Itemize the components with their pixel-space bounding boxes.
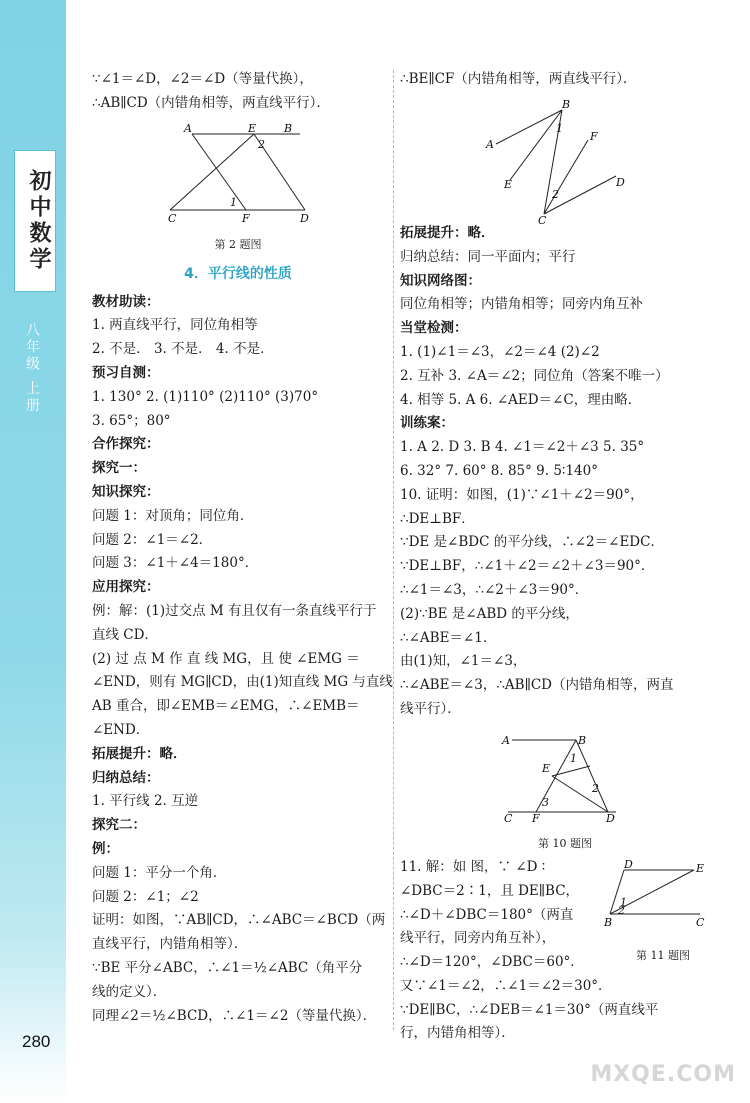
point-label: D bbox=[606, 812, 615, 824]
text-line: ∴∠ABE＝∠1． bbox=[400, 629, 497, 646]
point-label: D bbox=[300, 212, 309, 225]
section-title: 4．平行线的性质 bbox=[184, 265, 292, 282]
angle-label: 3 bbox=[542, 796, 549, 809]
heading: 拓展提升：略． bbox=[92, 745, 187, 762]
text-line: ∵DE 是∠BDC 的平分线，∴∠2＝∠EDC． bbox=[400, 534, 664, 551]
text-line: 同位角相等；内错角相等；同旁内角互补 bbox=[400, 296, 643, 313]
angle-label: 1 bbox=[230, 196, 237, 209]
text-line: 6. 32° 7. 60° 8. 85° 9. 5∶140° bbox=[400, 462, 598, 479]
text-line: 直线平行，内错角相等）． bbox=[92, 936, 248, 953]
heading: 例： bbox=[92, 840, 119, 857]
text-line: 1. 130° 2. (1)110° (2)110° (3)70° bbox=[92, 388, 319, 405]
text-line: 证明：如图，∵AB∥CD，∴∠ABC＝∠BCD（两 bbox=[92, 912, 386, 929]
figure-2 bbox=[160, 122, 330, 232]
text-line: 10. 证明：如图，(1)∵∠1＋∠2＝90°， bbox=[400, 486, 644, 503]
text-line: ∴∠ABE＝∠3，∴AB∥CD（内错角相等，两直 bbox=[400, 677, 674, 694]
text-line: 3. 65°；80° bbox=[92, 412, 171, 429]
heading: 探究二： bbox=[92, 817, 146, 834]
point-label: B bbox=[578, 734, 587, 747]
angle-label: 2 bbox=[258, 138, 265, 151]
point-label: C bbox=[168, 212, 177, 225]
heading: 探究一： bbox=[92, 460, 146, 477]
text-line: ∵∠1＝∠D，∠2＝∠D（等量代换）， bbox=[92, 71, 313, 87]
text-line: 由(1)知，∠1＝∠3， bbox=[400, 653, 527, 670]
text-line: ∴∠1＝∠3，∴∠2＋∠3＝90°． bbox=[400, 581, 589, 598]
point-label: B bbox=[604, 916, 613, 929]
right-column bbox=[400, 68, 730, 92]
angle-label: 2 bbox=[552, 188, 559, 201]
text-line: ∠END，则有 MG∥CD，由(1)知直线 MG 与直线 bbox=[92, 674, 393, 691]
column-divider bbox=[393, 70, 394, 1030]
text-line: (2) 过 点 M 作 直 线 MG，且 使 ∠EMG ＝ bbox=[92, 650, 360, 667]
text-line: ∵BE 平分∠ABC，∴∠1＝½∠ABC（角平分 bbox=[92, 959, 363, 976]
point-label: F bbox=[242, 212, 250, 225]
heading: 训练案： bbox=[400, 415, 454, 432]
fig10-caption-block bbox=[400, 832, 730, 856]
heading: 预习自测： bbox=[92, 364, 160, 381]
text-line: ∴BE∥CF（内错角相等，两直线平行）． bbox=[400, 71, 637, 87]
angle-label: 2 bbox=[618, 904, 625, 917]
right-column-2 bbox=[400, 222, 730, 722]
heading: 当堂检测： bbox=[400, 320, 468, 337]
text-line: 又∵∠1＝∠2，∴∠1＝∠2＝30°． bbox=[400, 977, 612, 994]
watermark: MXQE.COM bbox=[590, 1062, 736, 1087]
heading: 知识网络图： bbox=[400, 272, 481, 289]
subject-label: 初中数学 bbox=[14, 150, 56, 292]
text-line: (2)∵BE 是∠ABD 的平分线， bbox=[400, 605, 579, 622]
text-line: 1. 两直线平行，同位角相等 bbox=[92, 317, 258, 334]
text-line: 问题 1：平分一个角． bbox=[92, 864, 227, 881]
right-column-4 bbox=[400, 951, 730, 1046]
heading: 拓展提升：略． bbox=[400, 225, 495, 241]
point-label: A bbox=[486, 138, 494, 151]
point-label: E bbox=[542, 762, 551, 775]
text-line: 归纳总结：同一平面内；平行 bbox=[400, 248, 576, 265]
text-line: 2. 不是． 3. 不是． 4. 不是． bbox=[92, 341, 274, 358]
text-line: 线平行）． bbox=[400, 700, 461, 717]
text-line: ∴∠D＝120°，∠DBC＝60°． bbox=[400, 954, 584, 970]
text-line: 11. 解：如 图，∵ ∠D ∶ bbox=[400, 859, 546, 875]
text-line: 1. 平行线 2. 互逆 bbox=[92, 793, 199, 810]
text-line: ∵DE⊥BF，∴∠1＋∠2＝∠2＋∠3＝90°． bbox=[400, 558, 655, 575]
text-line: 问题 1：对顶角；同位角． bbox=[92, 507, 254, 524]
grade-label: 八年级 上册 bbox=[24, 322, 40, 415]
point-label: F bbox=[590, 130, 598, 143]
point-label: C bbox=[538, 214, 547, 226]
page-number: 280 bbox=[22, 1032, 51, 1051]
angle-label: 2 bbox=[592, 782, 599, 795]
figure-11 bbox=[600, 860, 710, 930]
text-line: 例：解：(1)过交点 M 有且仅有一条直线平行于 bbox=[92, 602, 377, 619]
left-column bbox=[92, 68, 384, 116]
sidebar-band bbox=[0, 0, 66, 1103]
right-column-3 bbox=[400, 856, 600, 951]
text-line: 1. (1)∠1＝∠3，∠2＝∠4 (2)∠2 bbox=[400, 343, 600, 360]
text-line: 行，内错角相等）． bbox=[400, 1025, 515, 1042]
heading: 知识探究： bbox=[92, 483, 160, 500]
angle-label: 1 bbox=[570, 752, 577, 765]
text-line: ∠DBC＝2∶1，且 DE∥BC， bbox=[400, 882, 580, 899]
point-label: A bbox=[184, 122, 192, 135]
point-label: C bbox=[696, 916, 705, 929]
point-label: B bbox=[562, 98, 571, 111]
text-line: ∠END． bbox=[92, 721, 150, 738]
text-line: 问题 3：∠1＋∠4＝180°． bbox=[92, 555, 259, 572]
point-label: D bbox=[624, 860, 633, 871]
angle-label: 1 bbox=[620, 896, 627, 909]
figure-10 bbox=[496, 732, 626, 824]
figure-caption: 第 2 题图 bbox=[214, 238, 262, 251]
point-label: D bbox=[616, 176, 625, 189]
heading: 归纳总结： bbox=[92, 769, 160, 786]
text-line: 2. 互补 3. ∠A＝∠2；同位角（答案不唯一） bbox=[400, 367, 669, 384]
text-line: ∴AB∥CD（内错角相等，两直线平行）． bbox=[92, 94, 330, 111]
text-line: 1. A 2. D 3. B 4. ∠1＝∠2＋∠3 5. 35° bbox=[400, 439, 645, 456]
point-label: E bbox=[504, 178, 513, 191]
figure-caption: 第 10 题图 bbox=[538, 837, 592, 850]
figure-caption: 第 11 题图 bbox=[636, 949, 690, 962]
text-line: 同理∠2＝½∠BCD，∴∠1＝∠2（等量代换）． bbox=[92, 1007, 377, 1024]
text-line: 4. 相等 5. A 6. ∠AED＝∠C，理由略． bbox=[400, 391, 642, 408]
text-line: ∴∠D＋∠DBC＝180°（两直 bbox=[400, 906, 574, 923]
text-line: ∵DE∥BC，∴∠DEB＝∠1＝30°（两直线平 bbox=[400, 1001, 659, 1018]
text-line: 问题 2：∠1；∠2 bbox=[92, 888, 199, 905]
point-label: C bbox=[504, 812, 513, 824]
point-label: E bbox=[248, 122, 257, 135]
figure-be-cf bbox=[480, 96, 630, 226]
angle-label: 1 bbox=[556, 122, 563, 135]
text-line: ∴DE⊥BF． bbox=[400, 510, 475, 527]
point-label: F bbox=[532, 812, 540, 824]
heading: 教材助读： bbox=[92, 293, 160, 310]
heading: 合作探究： bbox=[92, 436, 160, 453]
text-line: 直线 CD． bbox=[92, 626, 158, 643]
point-label: A bbox=[502, 734, 510, 747]
point-label: B bbox=[284, 122, 293, 135]
text-line: 问题 2：∠1＝∠2． bbox=[92, 531, 213, 548]
point-label: E bbox=[696, 862, 705, 875]
text-line: 线的定义）． bbox=[92, 983, 167, 1000]
left-column-2 bbox=[92, 233, 393, 1028]
text-line: AB 重合，即∠EMB＝∠EMG，∴∠EMB＝ bbox=[92, 698, 360, 715]
heading: 应用探究： bbox=[92, 579, 160, 596]
text-line: 线平行，同旁内角互补）， bbox=[400, 930, 556, 947]
